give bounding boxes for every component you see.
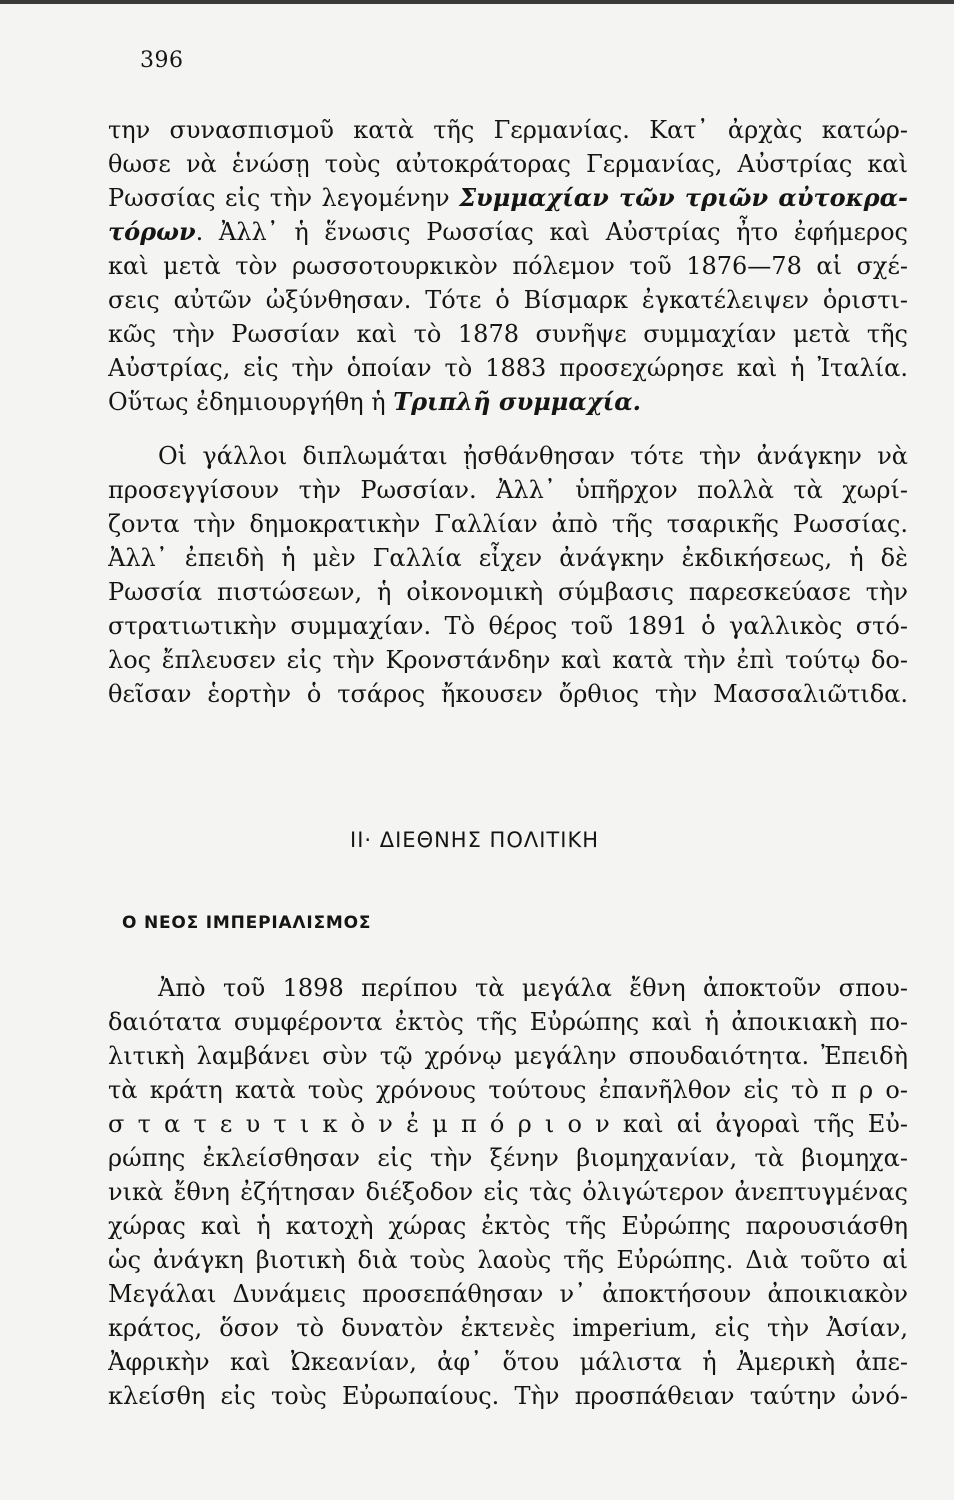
text-line: τὰ κράτη κατὰ τοὺς χρόνους τούτους ἐπανῆλθον εἰς τὸ π ρ ο- <box>108 1076 908 1104</box>
emphasized-term: Συμμαχίαν τῶν τριῶν αὐτοκρα- <box>459 183 908 212</box>
text-line <box>108 385 908 419</box>
text-line: χώρας καὶ ἡ κατοχὴ χώρας ἐκτὸς τῆς Εὐρώπης παρουσιάσθη <box>108 1212 908 1240</box>
text-line: Μεγάλαι Δυνάμεις προσεπάθησαν ν᾽ ἀποκτήσουν ἀποικιακὸν <box>108 1280 908 1308</box>
text-run: . Ἀλλ᾽ ἡ ἕνωσις Ρωσσίας καὶ Αὐστρίας ἦτο ἐφήμερος <box>195 218 908 246</box>
text-line: θωσε νὰ ἑνώσῃ τοὺς αὐτοκράτορας Γερμανίας, Αὐστρίας καὶ <box>108 150 908 178</box>
text-line: Ἀφρικὴν καὶ Ὠκεανίαν, ἀφ᾽ ὅτου μάλιστα ἡ Ἀμερικὴ ἀπε- <box>108 1348 908 1376</box>
text-line <box>108 215 908 249</box>
text-line: την συνασπισμοῦ κατὰ τῆς Γερμανίας. Κατ᾽ ἀρχὰς κατώρ- <box>108 116 908 144</box>
text-line: λος ἔπλευσεν εἰς τὴν Κρονστάνδην καὶ κατὰ τὴν ἐπὶ τούτῳ δο- <box>108 646 908 674</box>
text-line: Οἱ γάλλοι διπλωμάται ᾐσθάνθησαν τότε τὴν ἀνάγκην νὰ <box>158 442 908 470</box>
paragraph-franco-russian <box>108 439 908 711</box>
text-line: ζοντα τὴν δημοκρατικὴν Γαλλίαν ἀπὸ τῆς τσαρικῆς Ρωσσίας. <box>108 510 908 538</box>
page-number: 396 <box>140 48 184 73</box>
text-line: ρώπης ἐκλείσθησαν εἰς τὴν ξένην βιομηχανίαν, τὰ βιομηχα- <box>108 1144 908 1172</box>
section-heading: II· ΔΙΕΘΝΗΣ ΠΟΛΙΤΙΚΗ <box>350 828 600 852</box>
text-line: σ τ α τ ε υ τ ι κ ὸ ν ἐ μ π ό ρ ι ο ν καὶ αἱ ἀγοραὶ τῆς Εὐ- <box>108 1110 908 1138</box>
text-line: κῶς τὴν Ρωσσίαν καὶ τὸ 1878 συνῆψε συμμαχίαν μετὰ τῆς <box>108 320 908 348</box>
text-line: κλείσθη εἰς τοὺς Εὐρωπαίους. Τὴν προσπάθειαν ταύτην ὠνό- <box>108 1382 908 1410</box>
text-line: σεις αὐτῶν ὠξύνθησαν. Τότε ὁ Βίσμαρκ ἐγκατέλειψεν ὁριστι- <box>108 286 908 314</box>
text-line: θεῖσαν ἑορτὴν ὁ τσάρος ἤκουσεν ὄρθιος τὴν Μασσαλιῶτιδα. <box>108 680 908 708</box>
paragraph-triple-alliance <box>108 113 908 419</box>
emphasized-term: Τριπλῆ συμμαχία. <box>393 387 642 416</box>
top-border-rule <box>0 0 954 4</box>
text-line: προσεγγίσουν τὴν Ρωσσίαν. Ἀλλ᾽ ὑπῆρχον πολλὰ τὰ χωρί- <box>108 476 908 504</box>
text-line: Ἀλλ᾽ ἐπειδὴ ἡ μὲν Γαλλία εἶχεν ἀνάγκην ἐκδικήσεως, ἡ δὲ <box>108 544 908 572</box>
text-line: καὶ μετὰ τὸν ρωσσοτουρκικὸν πόλεμον τοῦ 1876—78 αἱ σχέ- <box>108 252 908 280</box>
text-line: νικὰ ἔθνη ἐζήτησαν διέξοδον εἰς τὰς ὀλιγώτερον ἀνεπτυγμένας <box>108 1178 908 1206</box>
text-line: Ἀπὸ τοῦ 1898 περίπου τὰ μεγάλα ἔθνη ἀποκτοῦν σπου- <box>158 974 908 1002</box>
text-line: Αὐστρίας, εἰς τὴν ὁποίαν τὸ 1883 προσεχώρησε καὶ ἡ Ἰταλία. <box>108 354 908 382</box>
subsection-heading: Ο ΝΕΟΣ ΙΜΠΕΡΙΑΛΙΣΜΟΣ <box>122 913 372 933</box>
text-line: στρατιωτικὴν συμμαχίαν. Τὸ θέρος τοῦ 1891 ὁ γαλλικὸς στό- <box>108 612 908 640</box>
text-line: Ρωσσία πιστώσεων, ἡ οἰκονομικὴ σύμβασις παρεσκεύασε τὴν <box>108 578 908 606</box>
text-line: λιτικὴ λαμβάνει σὺν τῷ χρόνῳ μεγάλην σπουδαιότητα. Ἐπειδὴ <box>108 1042 908 1070</box>
text-line: δαιότατα συμφέροντα ἐκτὸς τῆς Εὐρώπης καὶ ἡ ἀποικιακὴ πο- <box>108 1008 908 1036</box>
text-line: ὡς ἀνάγκη βιοτικὴ διὰ τοὺς λαοὺς τῆς Εὐρώπης. Διὰ τοῦτο αἱ <box>108 1246 908 1274</box>
paragraph-new-imperialism <box>108 971 908 1413</box>
text-run: Οὕτως ἐδημιουργήθη ἡ <box>108 388 394 416</box>
text-line: κράτος, ὅσον τὸ δυνατὸν ἐκτενὲς imperium, εἰς τὴν Ἀσίαν, <box>108 1314 908 1342</box>
emphasized-term: τόρων <box>108 217 196 246</box>
text-line <box>108 181 908 215</box>
text-run: Ρωσσίας εἰς τὴν λεγομένην <box>108 184 460 212</box>
